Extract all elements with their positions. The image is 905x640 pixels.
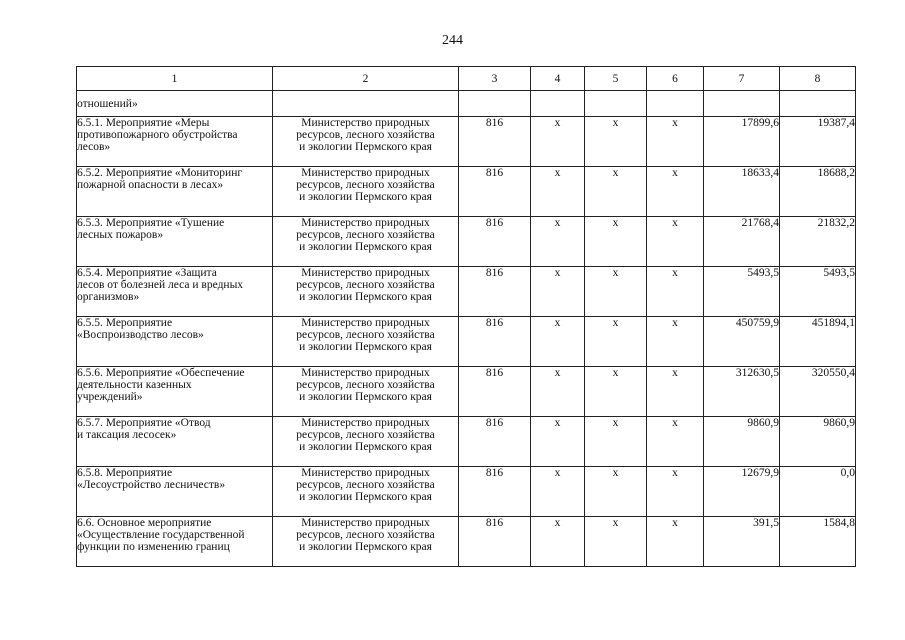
empty-cell	[273, 91, 459, 117]
col6-cell: х	[647, 217, 704, 267]
col4-cell: х	[531, 517, 585, 567]
table-row	[77, 167, 856, 217]
amount-col8: 0,0	[780, 467, 856, 517]
empty-cell	[531, 91, 585, 117]
header-cell-3: 3	[459, 67, 531, 91]
responsible-org-line: Министерство природных	[301, 317, 430, 329]
amount-col8: 1584,8	[780, 517, 856, 567]
col4-cell: х	[531, 317, 585, 367]
code-cell: 816	[459, 417, 531, 467]
activity-name-line: лесных пожаров»	[77, 229, 164, 241]
amount-col7: 391,5	[704, 517, 780, 567]
header-cell-4: 4	[531, 67, 585, 91]
code-cell: 816	[459, 217, 531, 267]
responsible-org-line: и экологии Пермского края	[299, 491, 432, 503]
responsible-org-line: Министерство природных	[301, 517, 430, 529]
amount-col8: 21832,2	[780, 217, 856, 267]
header-cell-1: 1	[77, 67, 273, 91]
responsible-org-line: ресурсов, лесного хозяйства	[296, 279, 435, 291]
col4-cell: х	[531, 267, 585, 317]
table-row	[77, 267, 856, 317]
header-cell-6: 6	[647, 67, 704, 91]
amount-col7: 312630,5	[704, 367, 780, 417]
responsible-org	[273, 517, 459, 567]
amount-col8: 9860,9	[780, 417, 856, 467]
col6-cell: х	[647, 167, 704, 217]
responsible-org	[273, 467, 459, 517]
responsible-org-line: ресурсов, лесного хозяйства	[296, 379, 435, 391]
responsible-org	[273, 317, 459, 367]
col6-cell: х	[647, 417, 704, 467]
col6-cell: х	[647, 367, 704, 417]
table-row	[77, 217, 856, 267]
header-cell-2: 2	[273, 67, 459, 91]
table-row	[77, 467, 856, 517]
responsible-org-line: и экологии Пермского края	[299, 191, 432, 203]
continuation-text: отношений»	[77, 91, 273, 117]
col5-cell: х	[585, 267, 647, 317]
col5-cell: х	[585, 117, 647, 167]
responsible-org	[273, 417, 459, 467]
code-cell: 816	[459, 267, 531, 317]
page-number: 244	[442, 33, 463, 48]
activity-name	[77, 217, 273, 267]
responsible-org	[273, 267, 459, 317]
empty-cell	[780, 91, 856, 117]
empty-cell	[459, 91, 531, 117]
table-row	[77, 367, 856, 417]
activity-name	[77, 117, 273, 167]
col4-cell: х	[531, 367, 585, 417]
code-cell: 816	[459, 317, 531, 367]
col5-cell: х	[585, 167, 647, 217]
table-row	[77, 417, 856, 467]
responsible-org-line: Министерство природных	[301, 267, 430, 279]
responsible-org-line: и экологии Пермского края	[299, 291, 432, 303]
responsible-org-line: и экологии Пермского края	[299, 541, 432, 553]
activity-name-line: 6.5.7. Мероприятие «Отвод	[77, 417, 211, 429]
activity-name-line: деятельности казенных	[77, 379, 192, 391]
responsible-org	[273, 167, 459, 217]
col5-cell: х	[585, 217, 647, 267]
col6-cell: х	[647, 517, 704, 567]
empty-cell	[585, 91, 647, 117]
col4-cell: х	[531, 467, 585, 517]
activity-name-line: учреждений»	[77, 391, 143, 403]
responsible-org-line: и экологии Пермского края	[299, 341, 432, 353]
activity-name-line: лесов»	[77, 141, 111, 153]
responsible-org-line: ресурсов, лесного хозяйства	[296, 529, 435, 541]
col6-cell: х	[647, 467, 704, 517]
responsible-org-line: ресурсов, лесного хозяйства	[296, 429, 435, 441]
header-cell-5: 5	[585, 67, 647, 91]
activity-name-line: 6.6. Основное мероприятие	[77, 517, 212, 529]
responsible-org-line: ресурсов, лесного хозяйства	[296, 479, 435, 491]
responsible-org-line: ресурсов, лесного хозяйства	[296, 329, 435, 341]
responsible-org	[273, 217, 459, 267]
activity-name	[77, 367, 273, 417]
activity-name-line: «Лесоустройство лесничеств»	[77, 479, 226, 491]
col5-cell: х	[585, 517, 647, 567]
activity-name	[77, 317, 273, 367]
activity-name-line: пожарной опасности в лесах»	[77, 179, 224, 191]
activity-name-line: 6.5.2. Мероприятие «Мониторинг	[77, 167, 243, 179]
code-cell: 816	[459, 167, 531, 217]
table-row	[77, 117, 856, 167]
responsible-org	[273, 367, 459, 417]
amount-col8: 19387,4	[780, 117, 856, 167]
responsible-org-line: ресурсов, лесного хозяйства	[296, 229, 435, 241]
responsible-org-line: Министерство природных	[301, 117, 430, 129]
responsible-org-line: Министерство природных	[301, 167, 430, 179]
amount-col8: 320550,4	[780, 367, 856, 417]
table-row	[77, 317, 856, 367]
responsible-org-line: и экологии Пермского края	[299, 391, 432, 403]
activity-name	[77, 167, 273, 217]
col5-cell: х	[585, 417, 647, 467]
responsible-org-line: ресурсов, лесного хозяйства	[296, 179, 435, 191]
activity-name-line: «Осуществление государственной	[77, 529, 245, 541]
empty-cell	[647, 91, 704, 117]
col6-cell: х	[647, 317, 704, 367]
responsible-org-line: и экологии Пермского края	[299, 441, 432, 453]
activity-name-line: 6.5.1. Мероприятие «Меры	[77, 117, 210, 129]
activity-name-line: 6.5.8. Мероприятие	[77, 467, 173, 479]
code-cell: 816	[459, 467, 531, 517]
col5-cell: х	[585, 367, 647, 417]
responsible-org-line: ресурсов, лесного хозяйства	[296, 129, 435, 141]
activity-name-line: и таксация лесосек»	[77, 429, 177, 441]
activity-name	[77, 467, 273, 517]
col4-cell: х	[531, 117, 585, 167]
activity-name-line: 6.5.5. Мероприятие	[77, 317, 173, 329]
amount-col7: 18633,4	[704, 167, 780, 217]
activity-name-line: «Воспроизводство лесов»	[77, 329, 204, 341]
activity-name	[77, 517, 273, 567]
code-cell: 816	[459, 117, 531, 167]
col6-cell: х	[647, 117, 704, 167]
empty-cell	[704, 91, 780, 117]
amount-col7: 21768,4	[704, 217, 780, 267]
activity-name	[77, 267, 273, 317]
continuation-row	[77, 91, 856, 117]
responsible-org	[273, 117, 459, 167]
col5-cell: х	[585, 467, 647, 517]
amount-col8: 451894,1	[780, 317, 856, 367]
amount-col7: 5493,5	[704, 267, 780, 317]
amount-col7: 450759,9	[704, 317, 780, 367]
col5-cell: х	[585, 317, 647, 367]
header-row	[77, 67, 856, 91]
col4-cell: х	[531, 217, 585, 267]
amount-col7: 9860,9	[704, 417, 780, 467]
code-cell: 816	[459, 517, 531, 567]
responsible-org-line: и экологии Пермского края	[299, 241, 432, 253]
responsible-org-line: Министерство природных	[301, 467, 430, 479]
col4-cell: х	[531, 417, 585, 467]
activity-name-line: противопожарного обустройства	[77, 129, 238, 141]
activity-name	[77, 417, 273, 467]
activity-name-line: 6.5.6. Мероприятие «Обеспечение	[77, 367, 245, 379]
activity-name-line: 6.5.4. Мероприятие «Защита	[77, 267, 217, 279]
col6-cell: х	[647, 267, 704, 317]
table-row	[77, 517, 856, 567]
responsible-org-line: и экологии Пермского края	[299, 141, 432, 153]
header-cell-8: 8	[780, 67, 856, 91]
responsible-org-line: Министерство природных	[301, 417, 430, 429]
activity-name-line: 6.5.3. Мероприятие «Тушение	[77, 217, 225, 229]
activity-name-line: организмов»	[77, 291, 140, 303]
budget-table	[76, 66, 856, 567]
header-cell-7: 7	[704, 67, 780, 91]
amount-col8: 5493,5	[780, 267, 856, 317]
responsible-org-line: Министерство природных	[301, 367, 430, 379]
amount-col7: 12679,9	[704, 467, 780, 517]
activity-name-line: функции по изменению границ	[77, 541, 230, 553]
amount-col8: 18688,2	[780, 167, 856, 217]
col4-cell: х	[531, 167, 585, 217]
amount-col7: 17899,6	[704, 117, 780, 167]
responsible-org-line: Министерство природных	[301, 217, 430, 229]
activity-name-line: лесов от болезней леса и вредных	[77, 279, 244, 291]
code-cell: 816	[459, 367, 531, 417]
